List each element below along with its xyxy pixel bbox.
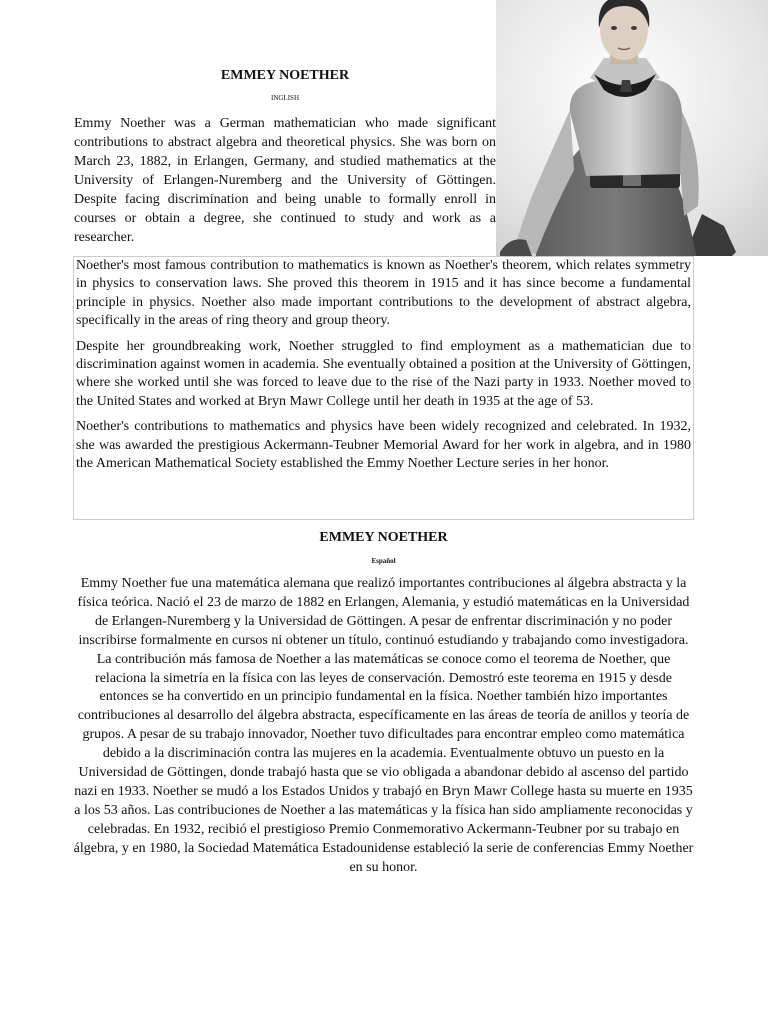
english-intro-paragraph: Emmy Noether was a German mathematician who made significant contributions to abstract algebra and theoretical physics. She was born on March 23, 1882, in Erlangen, Germany, and studied mathematics at the University of Erlangen-Nuremberg and the University of Göttingen. Despite facing discrimination and being unable to formally enroll in courses or obtain a degree, she continued to study and work as a researcher. <box>74 116 496 245</box>
english-title: EMMEY NOETHER <box>220 68 350 83</box>
english-language-label: INGLISH <box>271 94 299 102</box>
spanish-body-paragraph: Emmy Noether fue una matemática alemana que realizó importantes contribuciones al álgebra abstracta y la física teórica. Nació el 23 de marzo de 1882 en Erlangen, Alemania, y estudió matemáticas en la Universidad de Erlangen-Nuremberg y la Universidad de Göttingen. A pesar de enfrentar discriminación y no poder inscribirse formalmente en cursos ni obtener un título, continuó estudiando y trabajando como investigadora. La contribución más famosa de Noether a las matemáticas se conoce como el teorema de Noether, que relaciona la simetría en la física con las leyes de conservación. Demostró este teorema en 1915 y desde entonces se ha convertido en un principio fundamental en la física. Noether también hizo importantes contribuciones al desarrollo del álgebra abstracta, específicamente en las áreas de teoría de anillos y teoría de grupos. A pesar de su trabajo innovador, Noether tuvo dificultades para encontrar empleo como matemática debido a la discriminación contra las mujeres en la academia. Eventualmente obtuvo un puesto en la Universidad de Göttingen, donde trabajó hasta que se vio obligada a abandonar debido al ascenso del partido nazi en 1933. Noether se mudó a los Estados Unidos y trabajó en Bryn Mawr College hasta su muerte en 1935 a los 53 años. Las contribuciones de Noether a las matemáticas y la física han sido ampliamente reconocidas y celebradas. En 1932, recibió el prestigioso Premio Conmemorativo Ackermann-Teubner por su trabajo en álgebra, y en 1980, la Sociedad Matemática Estadounidense estableció la serie de conferencias Emmy Noether en su honor. <box>73 576 694 875</box>
english-paragraph-career: Despite her groundbreaking work, Noether struggled to find employment as a mathematician due to discrimination against women in academia. She eventually obtained a position at the University of Göttingen, where she worked until she was forced to leave due to the rise of the Nazi party in 1933. Noether moved to the United States and worked at Bryn Mawr College until her death in 1935 at the age of 53. <box>76 338 691 409</box>
spanish-title: EMMEY NOETHER <box>319 530 448 545</box>
portrait-photo <box>496 0 768 256</box>
english-paragraph-recognition: Noether's contributions to mathematics and physics have been widely recognized and celebrated. In 1932, she was awarded the prestigious Ackermann-Teubner Memorial Award for her work in algebra, and in 1980 the American Mathematical Society established the Emmy Noether Lecture series in her honor. <box>76 419 691 472</box>
spanish-language-label: Español <box>371 557 396 565</box>
english-paragraph-theorem: Noether's most famous contribution to mathematics is known as Noether's theorem, which relates symmetry in physics to conservation laws. She proved this theorem in 1915 and it has since become a fundamental principle in physics. Noether also made important contributions to the development of abstract algebra, specifically in the areas of ring theory and group theory. <box>76 258 691 329</box>
english-content-box <box>73 256 694 520</box>
